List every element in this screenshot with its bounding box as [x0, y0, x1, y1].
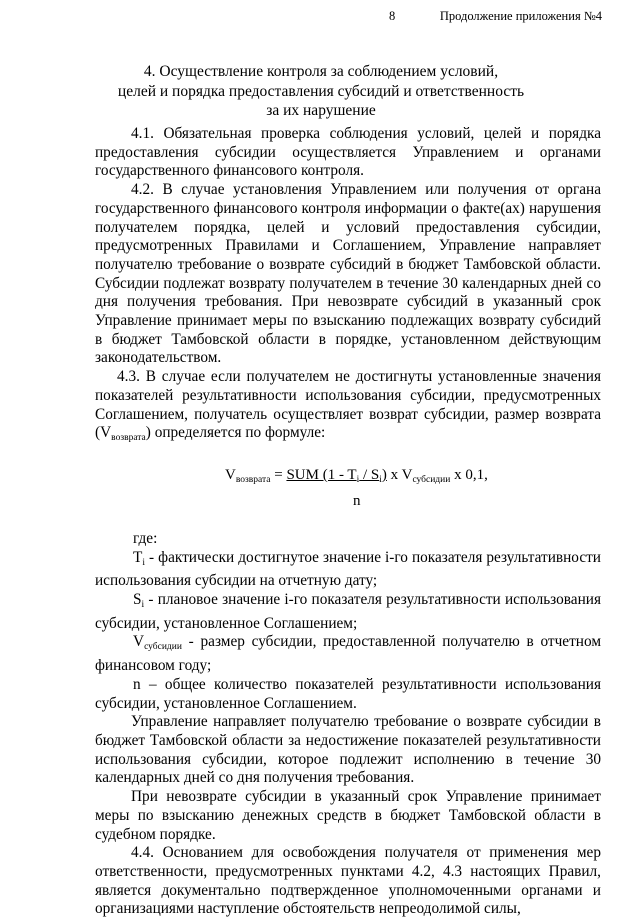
v-symbol: (V [95, 424, 112, 442]
formula-vs-sub: субсидии [412, 474, 451, 485]
formula-v: V [225, 466, 236, 483]
paragraph-demand: Управление направляет получателю требование о возврате субсидии в бюджет Тамбовской области за недостижение показателей результативности использования субсидии, которое подлежит исполнению в течение 30 календарных дней со дня получения требования. [95, 713, 601, 787]
formula-sum-part: SUM (1 - T [286, 466, 357, 483]
formula-numerator [225, 466, 488, 490]
paragraph-nonreturn: При невозврате субсидии в указанный срок Управление принимает меры по взысканию денежных средств в бюджет Тамбовской области в судебном порядке. [95, 788, 601, 843]
def-s-text: - плановое значение i-го показателя результативности использования субсидии, установленное Соглашением; [95, 591, 601, 632]
paragraph-4-4: 4.4. Основанием для освобождения получателя от применения мер ответственности, предусмотренных пунктами 4.2, 4.3 настоящих Правил, является документально подтвержденное уполномоченными органами и организациями наступление обстоятельств непреодолимой силы, [95, 844, 601, 918]
paragraph-4-1: 4.1. Обязательная проверка соблюдения условий, целей и порядка предоставления субсидии осуществляется Управлением и органами государственного финансового контроля. [95, 125, 601, 180]
formula-ti-sub: i [356, 474, 360, 485]
paragraph-4-2: 4.2. В случае установления Управлением или получения от органа государственного финансового контроля информации о факте(ах) нарушения получателем порядка, целей и условий предоставления субсидии, предусмотренных Правилами и Соглашением, Управление направляет получателю требование о возврате субсидий в бюджет Тамбовской области. Субсидии подлежат возврату получателем в течение 30 календарных дней со дня получения требования. При невозврате субсидий в указанный срок Управление принимает меры по взысканию подлежащих возврату субсидий в бюджет Тамбовской области в порядке, установленном действующим законодательством. [95, 181, 601, 367]
def-s-sub: i [141, 600, 145, 611]
formula-close: ) [381, 466, 387, 483]
paragraph-4-3-tail: ) определяется по формуле: [145, 424, 326, 442]
def-v-sub: субсидии [144, 642, 182, 653]
return-formula [95, 466, 601, 520]
paragraph-4-3-text: 4.3. В случае если получателем не достигнуты установленные значения показателей результативности использования субсидии, предусмотренных Соглашением, получатель осуществляет возврат субсидии, размер возврата [95, 368, 601, 423]
definition-n: n – общее количество показателей результативности использования субсидии, установленное Соглашением. [95, 675, 601, 712]
def-t-symbol: T [133, 548, 143, 566]
formula-eq: = [270, 466, 287, 483]
section-title-line-1: 4. Осуществление контроля за соблюдением условий, [143, 63, 499, 80]
section-title-line-3: за их нарушение [266, 102, 376, 119]
def-v-symbol: V [133, 633, 145, 651]
section-title-line-2: целей и порядка предоставления субсидий и ответственность [117, 82, 525, 100]
where-label: где: [133, 529, 158, 547]
formula-coef: x 0,1, [450, 466, 488, 483]
definition-v [95, 633, 601, 675]
formula-si-sub: i [379, 474, 382, 485]
continuation-label: Продолжение приложения №4 [439, 9, 602, 23]
def-t-sub: i [142, 557, 145, 568]
formula-sum [286, 467, 386, 483]
v-subscript: возврата [111, 433, 146, 444]
definition-t [95, 549, 601, 591]
def-s-symbol: S [133, 591, 142, 609]
formula-times: x V [386, 466, 413, 483]
paragraph-4-3 [95, 368, 601, 448]
formula-v-sub: возврата [235, 474, 271, 485]
page-header [0, 9, 640, 27]
formula-denominator: n [353, 492, 361, 509]
definition-s [95, 591, 601, 633]
page-number: 8 [389, 9, 396, 23]
def-v-text: - размер субсидии, предоставленной получателю в отчетном финансовом году; [95, 633, 601, 675]
document-body [95, 125, 601, 919]
def-t-text: - фактически достигнутое значение i-го показателя результативности использования субсидии на отчетную дату; [95, 548, 601, 590]
formula-mid: / S [359, 466, 380, 483]
section-title [90, 62, 552, 121]
